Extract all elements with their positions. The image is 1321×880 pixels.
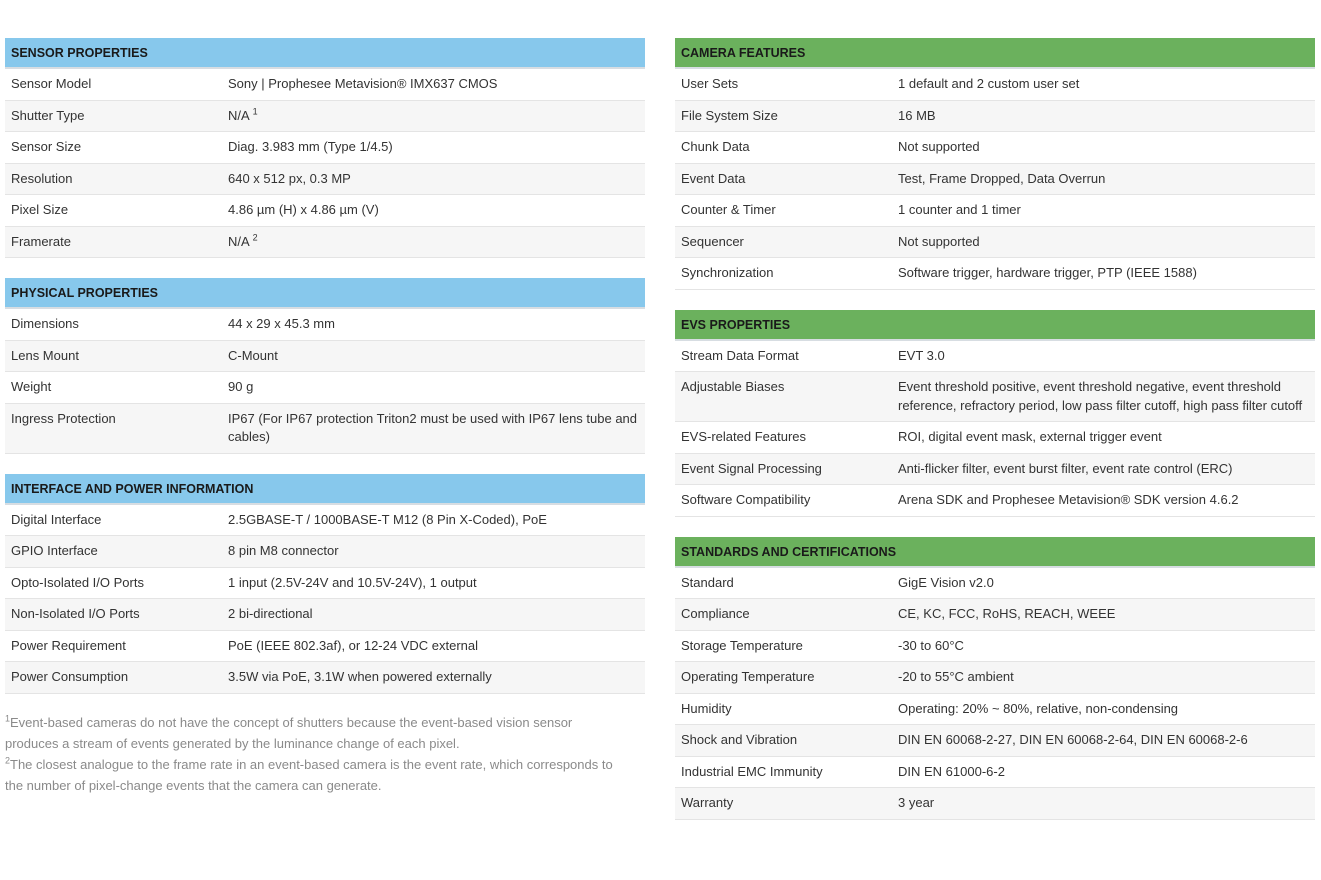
spec-label: Shutter Type (11, 107, 85, 123)
spec-value-text: -20 to 55°C ambient (898, 669, 1014, 684)
section-evs-properties (675, 310, 1315, 517)
spec-value (892, 485, 1315, 516)
spec-value-text: Anti-flicker filter, event burst filter, event rate control (ERC) (898, 460, 1233, 476)
spec-label: Storage Temperature (681, 637, 803, 653)
spec-value-text: EVT 3.0 (898, 347, 945, 363)
right-column (675, 38, 1315, 840)
spec-row (5, 227, 645, 259)
spec-row (5, 568, 645, 600)
spec-value (892, 725, 1315, 756)
spec-value-text: Software trigger, hardware trigger, PTP (IEEE 1588) (898, 265, 1197, 280)
spec-value (222, 404, 645, 453)
spec-label: Event Signal Processing (681, 460, 822, 476)
spec-row (5, 536, 645, 568)
footnote-mark: 1 (5, 713, 11, 724)
spec-value (222, 536, 645, 567)
spec-row (5, 662, 645, 694)
spec-rows (5, 69, 645, 258)
footnote-1 (5, 712, 625, 754)
spec-value-text: 44 x 29 x 45.3 mm (228, 316, 335, 331)
spec-value (892, 341, 1315, 372)
section-standards-certifications (675, 537, 1315, 820)
spec-label: Resolution (11, 170, 73, 186)
spec-label: Event Data (681, 170, 746, 186)
spec-value-text: Not supported (898, 139, 980, 154)
spec-row (675, 757, 1315, 789)
spec-row (675, 164, 1315, 196)
spec-value-text: IP67 (For IP67 protection Triton2 must be used with IP67 lens tube and cables) (228, 410, 638, 444)
spec-value (892, 195, 1315, 226)
spec-row (675, 132, 1315, 164)
spec-label: Warranty (681, 795, 734, 810)
spec-label: Sensor Model (11, 76, 92, 91)
spec-value (892, 164, 1315, 195)
spec-value (892, 422, 1315, 453)
spec-label: Dimensions (11, 316, 79, 331)
spec-value-text: DIN EN 61000-6-2 (898, 763, 1005, 779)
section-title: INTERFACE AND POWER INFORMATION (5, 474, 645, 505)
spec-value (222, 662, 645, 693)
spec-value-text: DIN EN 60068-2-27, DIN EN 60068-2-64, DIN EN 60068-2-6 (898, 732, 1248, 747)
spec-value-text: 16 MB (898, 107, 936, 123)
spec-label: Counter & Timer (681, 202, 776, 217)
spec-value-text: 3.5W via PoE, 3.1W when powered externally (228, 669, 492, 684)
spec-row (5, 505, 645, 537)
spec-row (5, 164, 645, 196)
spec-value (892, 69, 1315, 100)
spec-label: Software Compatibility (681, 492, 811, 507)
spec-value (892, 694, 1315, 725)
spec-value-text: 1 input (2.5V-24V and 10.5V-24V), 1 output (228, 574, 477, 590)
spec-row (5, 69, 645, 101)
spec-row (5, 372, 645, 404)
spec-label: Synchronization (681, 265, 774, 280)
spec-value (892, 372, 1315, 421)
spec-label: Sequencer (681, 233, 744, 249)
spec-row (5, 631, 645, 663)
spec-value-text: ROI, digital event mask, external trigger event (898, 429, 1162, 444)
spec-row (675, 788, 1315, 820)
spec-label: Framerate (11, 233, 71, 249)
spec-label: Sensor Size (11, 139, 82, 154)
spec-value (892, 788, 1315, 819)
spec-row (675, 485, 1315, 517)
spec-row (675, 69, 1315, 101)
spec-label: Stream Data Format (681, 347, 799, 363)
spec-value-text: PoE (IEEE 802.3af), or 12-24 VDC external (228, 637, 479, 653)
spec-row (5, 195, 645, 227)
spec-row (675, 227, 1315, 259)
footnote-text: The closest analogue to the frame rate in an event-based camera is the event rate, which corresponds to the number of pixel-change events that the camera can generate. (5, 756, 613, 793)
footnote-mark: 2 (5, 755, 11, 766)
spec-row (675, 568, 1315, 600)
section-sensor-properties (5, 38, 645, 258)
section-interface-power (5, 474, 645, 694)
spec-row (675, 195, 1315, 227)
spec-value (222, 341, 645, 372)
spec-rows (5, 309, 645, 454)
spec-value-text: Arena SDK and Prophesee Metavision® SDK version 4.6.2 (898, 492, 1239, 507)
spec-row (675, 258, 1315, 290)
spec-value-text: 1 counter and 1 timer (898, 202, 1021, 217)
footnote-text: Event-based cameras do not have the concept of shutters because the event-based vision sensor produces a stream of events generated by the luminance change of each pixel. (5, 714, 573, 751)
spec-value (222, 164, 645, 195)
spec-value (222, 631, 645, 662)
spec-value (892, 568, 1315, 599)
spec-value-text: 4.86 µm (H) x 4.86 µm (V) (228, 202, 379, 217)
spec-row (5, 101, 645, 133)
spec-value (222, 568, 645, 599)
section-title: SENSOR PROPERTIES (5, 38, 645, 69)
spec-row (675, 101, 1315, 133)
spec-value (892, 599, 1315, 630)
section-title: CAMERA FEATURES (675, 38, 1315, 69)
spec-row (675, 422, 1315, 454)
spec-label: Industrial EMC Immunity (681, 763, 823, 779)
spec-row (5, 341, 645, 373)
footnotes (5, 712, 625, 796)
spec-value-text: C-Mount (228, 347, 278, 363)
footnote-ref: 1 (252, 106, 258, 117)
spec-label: Compliance (681, 606, 750, 621)
spec-row (675, 631, 1315, 663)
spec-label: Standard (681, 574, 734, 590)
spec-row (5, 309, 645, 341)
spec-label: Power Requirement (11, 637, 126, 653)
spec-value (222, 309, 645, 340)
spec-label: Opto-Isolated I/O Ports (11, 574, 144, 590)
spec-label: User Sets (681, 76, 739, 91)
spec-value-text: GigE Vision v2.0 (898, 574, 994, 590)
spec-label: File System Size (681, 107, 778, 123)
spec-value (222, 372, 645, 403)
spec-value (222, 505, 645, 536)
spec-value-text: 1 default and 2 custom user set (898, 76, 1080, 91)
spec-label: Shock and Vibration (681, 732, 798, 747)
spec-value-text: Not supported (898, 233, 980, 249)
spec-value-text: Test, Frame Dropped, Data Overrun (898, 170, 1106, 186)
spec-value (892, 631, 1315, 662)
spec-value (222, 599, 645, 630)
spec-value-text: N/A (228, 233, 249, 249)
spec-rows (5, 505, 645, 694)
spec-label: Pixel Size (11, 202, 69, 217)
spec-label: EVS-related Features (681, 429, 807, 444)
spec-label: Non-Isolated I/O Ports (11, 606, 140, 621)
spec-row (5, 132, 645, 164)
spec-label: Lens Mount (11, 347, 79, 363)
spec-rows (675, 568, 1315, 820)
spec-value-text: Operating: 20% ~ 80%, relative, non-condensing (898, 700, 1179, 716)
spec-value (222, 227, 645, 258)
spec-value (222, 195, 645, 226)
spec-row (675, 599, 1315, 631)
footnote-ref: 2 (252, 232, 258, 243)
spec-value (892, 454, 1315, 485)
spec-label: Adjustable Biases (681, 379, 785, 394)
spec-label: Operating Temperature (681, 669, 815, 684)
spec-label: Power Consumption (11, 669, 129, 684)
spec-row (675, 725, 1315, 757)
spec-value (222, 132, 645, 163)
spec-value (892, 227, 1315, 258)
section-camera-features (675, 38, 1315, 290)
section-title: STANDARDS AND CERTIFICATIONS (675, 537, 1315, 568)
spec-rows (675, 69, 1315, 290)
left-column (5, 38, 645, 796)
footnote-2 (5, 754, 625, 796)
spec-value-text: 3 year (898, 795, 935, 810)
spec-value (222, 69, 645, 100)
spec-value-text: 90 g (228, 379, 254, 394)
section-physical-properties (5, 278, 645, 454)
spec-value-text: N/A (228, 107, 249, 123)
spec-rows (675, 341, 1315, 517)
spec-value-text: Diag. 3.983 mm (Type 1/4.5) (228, 139, 393, 154)
spec-label: Humidity (681, 700, 732, 716)
section-title: PHYSICAL PROPERTIES (5, 278, 645, 309)
spec-label: Weight (11, 379, 52, 394)
spec-row (5, 404, 645, 454)
spec-value-text: 2 bi-directional (228, 606, 313, 621)
spec-value (892, 258, 1315, 289)
spec-value-text: Sony | Prophesee Metavision® IMX637 CMOS (228, 76, 498, 91)
spec-label: GPIO Interface (11, 543, 98, 558)
spec-value-text: CE, KC, FCC, RoHS, REACH, WEEE (898, 606, 1116, 621)
spec-value-text: 2.5GBASE-T / 1000BASE-T M12 (8 Pin X-Coded), PoE (228, 511, 547, 527)
spec-row (675, 694, 1315, 726)
spec-row (675, 341, 1315, 373)
spec-value (892, 101, 1315, 132)
spec-value-text: -30 to 60°C (898, 637, 964, 653)
spec-row (675, 372, 1315, 422)
spec-row (5, 599, 645, 631)
spec-value (892, 757, 1315, 788)
spec-value-text: 640 x 512 px, 0.3 MP (228, 170, 351, 186)
spec-label: Ingress Protection (11, 410, 116, 426)
spec-label: Chunk Data (681, 139, 750, 154)
spec-label: Digital Interface (11, 511, 102, 527)
section-title: EVS PROPERTIES (675, 310, 1315, 341)
spec-value-text: 8 pin M8 connector (228, 543, 339, 558)
spec-value-text: Event threshold positive, event threshold negative, event threshold reference, refractory period, low pass filter cutoff, high pass filter cutoff (898, 379, 1303, 413)
spec-value (222, 101, 645, 132)
spec-row (675, 662, 1315, 694)
spec-row (675, 454, 1315, 486)
spec-value (892, 132, 1315, 163)
spec-value (892, 662, 1315, 693)
